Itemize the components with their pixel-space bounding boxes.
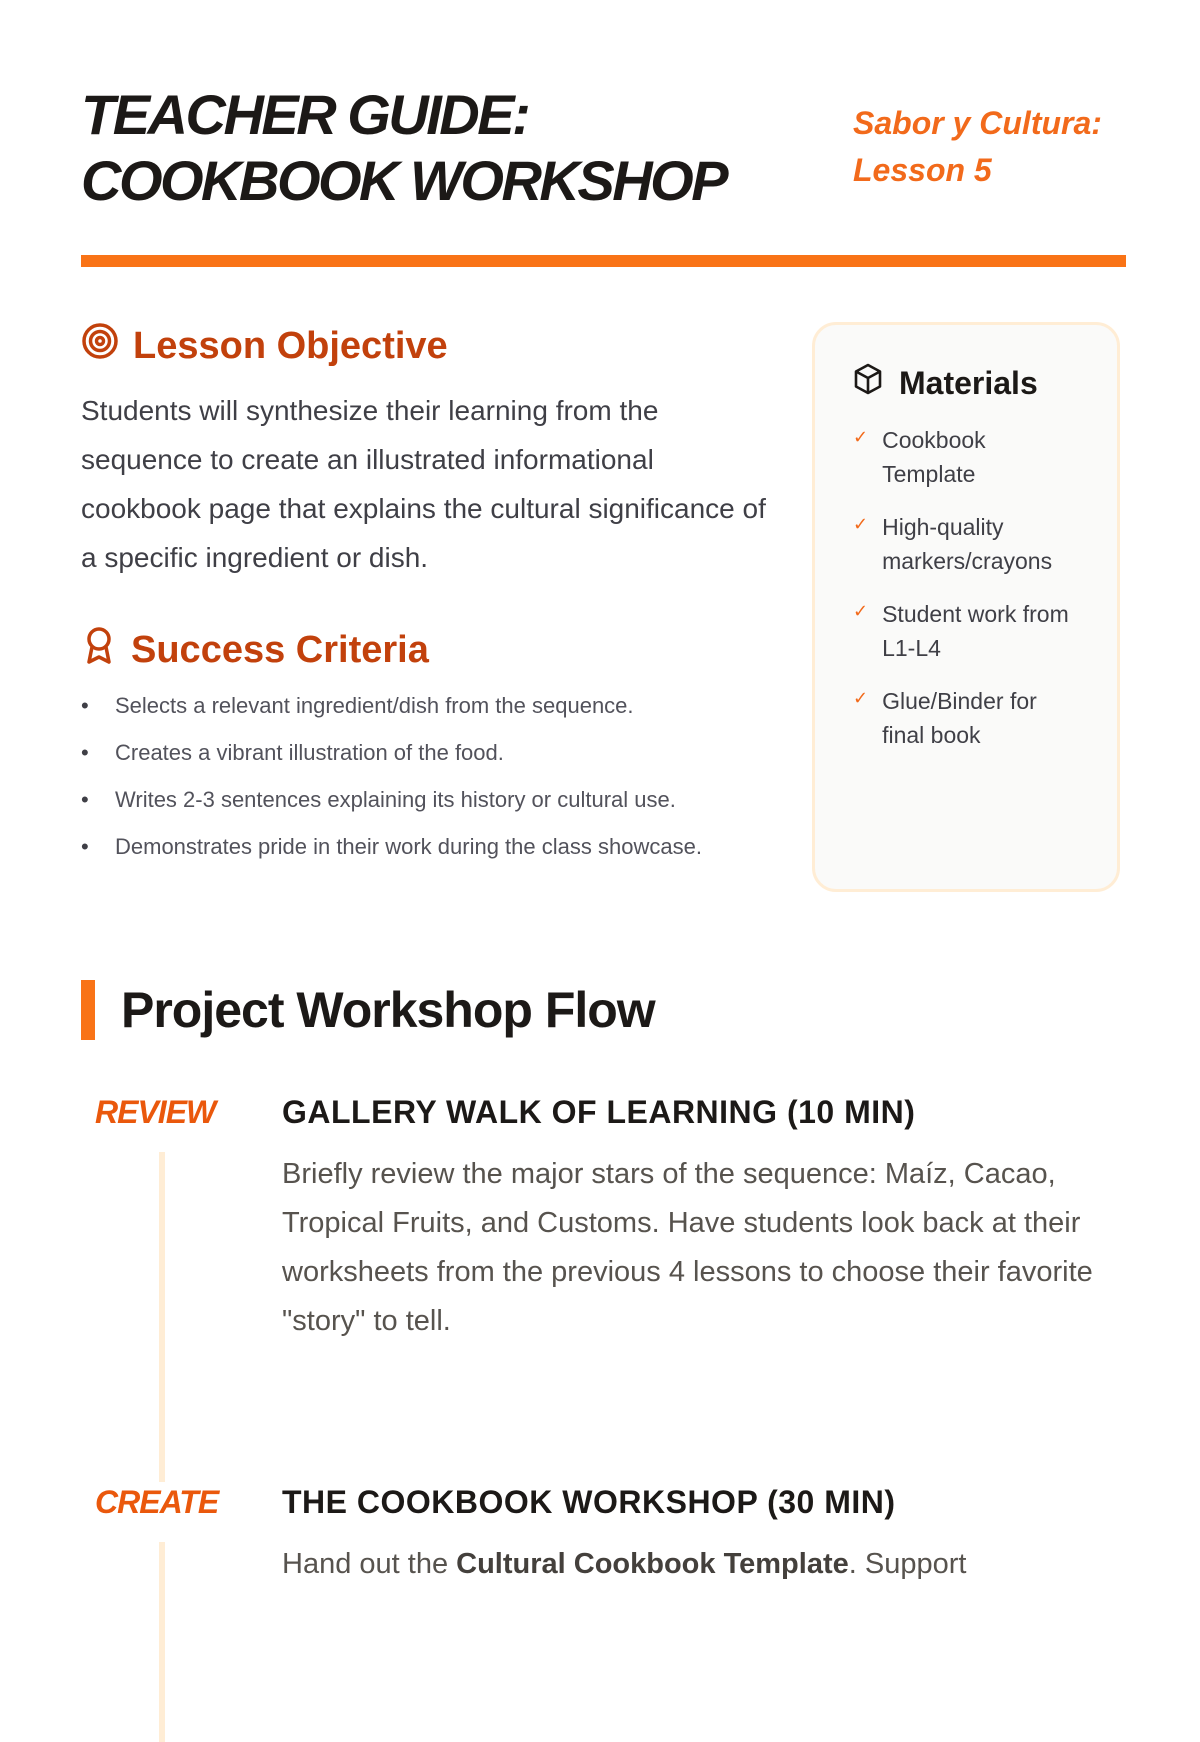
criteria-list [81,689,771,863]
section-title: Success Criteria [131,628,429,671]
section-title: Lesson Objective [133,324,448,367]
header-divider [81,255,1126,267]
materials-list [853,423,1079,752]
list-item: • Demonstrates pride in their work during the class showcase. [81,830,771,863]
timeline-line [159,1542,165,1742]
objective-text: Students will synthesize their learning from the sequence to create an illustrated informational cookbook page that explains the cultural significance of a specific ingredient or dish. [81,395,766,573]
flow-step-create [81,1484,1121,1684]
materials-card [812,322,1120,892]
flow-title: Project Workshop Flow [121,982,655,1038]
lesson-subtitle: Sabor y Cultura: Lesson 5 [853,105,1102,188]
step-text: Hand out the Cultural Cookbook Template. Support [282,1548,967,1580]
list-item: • Writes 2-3 sentences explaining its history or cultural use. [81,783,771,816]
award-icon [81,625,117,675]
step-text: Briefly review the major stars of the sequence: Maíz, Cacao, Tropical Fruits, and Customs. Have students look back at their worksheets from the previous 4 lessons to choose their favorite "story" to tell. [282,1158,1093,1337]
materials-title: Materials [899,364,1038,401]
step-tag: CREATE [95,1484,219,1520]
list-item: ✓ High-quality markers/crayons [853,510,1079,578]
step-title: GALLERY WALK OF LEARNING (10 MIN) [282,1094,916,1130]
step-title: THE COOKBOOK WORKSHOP (30 MIN) [282,1484,896,1520]
step-tag: REVIEW [95,1094,216,1130]
list-item: • Selects a relevant ingredient/dish from the sequence. [81,689,771,722]
accent-bar [81,980,95,1040]
list-item: ✓ Glue/Binder for final book [853,684,1079,752]
check-icon: ✓ [853,427,869,447]
flow-heading [81,980,655,1040]
box-icon [853,363,883,403]
list-item: ✓ Cookbook Template [853,423,1079,491]
list-item: • Creates a vibrant illustration of the food. [81,736,771,769]
lesson-objective-section [81,322,771,582]
check-icon: ✓ [853,601,869,621]
check-icon: ✓ [853,688,869,708]
timeline-line [159,1152,165,1482]
success-criteria-section [81,625,771,877]
target-icon [81,322,119,370]
check-icon: ✓ [853,514,869,534]
list-item: ✓ Student work from L1-L4 [853,597,1079,665]
flow-step-review [81,1094,1121,1494]
page-header [81,82,1127,214]
page-title: TEACHER GUIDE: COOKBOOK WORKSHOP [81,83,727,212]
